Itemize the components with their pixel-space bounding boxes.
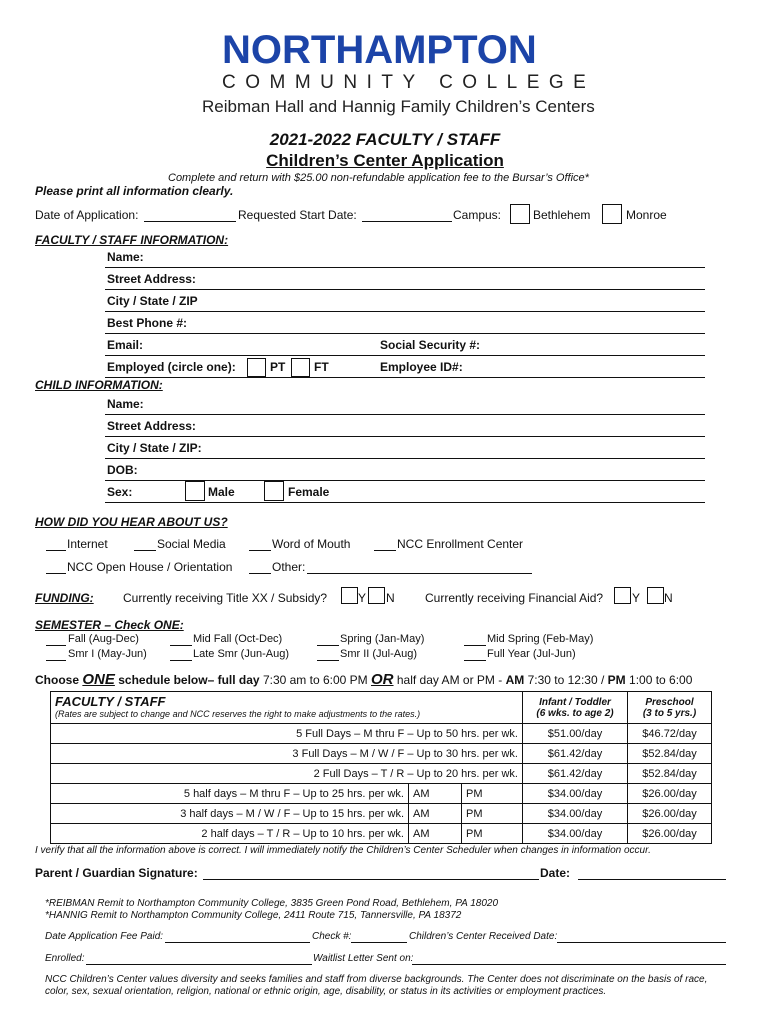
am-option[interactable]: AM [409, 784, 462, 804]
waitlist-field[interactable] [412, 964, 726, 965]
preschool-header-title: Preschool [645, 696, 694, 708]
schedule-option-label: 2 Full Days – T / R – Up to 20 hrs. per wk. [51, 764, 523, 784]
check-number-label: Check #: [312, 931, 352, 942]
infant-rate: $34.00/day [523, 824, 628, 844]
form-subtitle: Children’s Center Application [266, 151, 504, 170]
choose-word: Choose [35, 673, 80, 687]
semester-late-smr: Late Smr (Jun-Aug) [193, 648, 289, 660]
schedule-row[interactable] [51, 784, 712, 804]
schedule-row[interactable] [51, 744, 712, 764]
child-street-field[interactable] [105, 436, 705, 437]
fee-paid-label: Date Application Fee Paid: [45, 931, 164, 942]
faculty-phone-field[interactable] [105, 333, 705, 334]
semester-heading: SEMESTER – Check ONE: [35, 618, 184, 632]
child-city-label: City / State / ZIP: [107, 441, 202, 455]
schedule-option-label: 5 Full Days – M thru F – Up to 50 hrs. per wk. [51, 724, 523, 744]
hear-about-heading: HOW DID YOU HEAR ABOUT US? [35, 515, 228, 529]
mid-spring-blank[interactable] [464, 645, 486, 646]
preschool-rate: $46.72/day [628, 724, 712, 744]
choose-half-day: half day AM or PM - [396, 673, 503, 687]
semester-mid-fall: Mid Fall (Oct-Dec) [193, 633, 283, 645]
child-name-field[interactable] [105, 414, 705, 415]
college-logo-name: NORTHAMPTON [222, 28, 537, 72]
smr-ii-blank[interactable] [317, 660, 339, 661]
faculty-phone-label: Best Phone #: [107, 316, 188, 330]
faculty-email-ssn-field[interactable] [105, 355, 705, 356]
faculty-city-field[interactable] [105, 311, 705, 312]
faculty-email-label: Email: [107, 338, 144, 352]
mid-fall-blank[interactable] [170, 645, 192, 646]
title-xx-question: Currently receiving Title XX / Subsidy? [123, 591, 328, 605]
waitlist-label: Waitlist Letter Sent on: [313, 953, 414, 964]
word-of-mouth-blank[interactable] [249, 550, 271, 551]
infant-rate: $61.42/day [523, 744, 628, 764]
preschool-rate: $52.84/day [628, 744, 712, 764]
schedule-row[interactable] [51, 724, 712, 744]
signature-label: Parent / Guardian Signature: [35, 866, 198, 880]
form-title: 2021-2022 FACULTY / STAFF [269, 130, 501, 149]
employed-pt-checkbox[interactable] [247, 358, 266, 377]
verify-statement: I verify that all the information above is correct. I will immediately notify the Children’s Center Scheduler when changes in information occur. [35, 845, 651, 856]
financial-aid-no-label: N [664, 591, 673, 605]
preschool-rate: $26.00/day [628, 824, 712, 844]
hear-word-of-mouth: Word of Mouth [272, 537, 351, 551]
pm-option[interactable]: PM [462, 804, 523, 824]
choose-full-day: schedule below– full day [118, 673, 260, 687]
check-number-field[interactable] [351, 942, 407, 943]
campus-bethlehem-label: Bethlehem [533, 208, 591, 222]
infant-header-age: (6 wks. to age 2) [536, 707, 614, 719]
choose-full-hours: 7:30 am to 6:00 PM [262, 673, 368, 687]
open-house-blank[interactable] [46, 573, 66, 574]
child-sex-label: Sex: [107, 485, 133, 499]
infant-rate: $51.00/day [523, 724, 628, 744]
schedule-option-label: 2 half days – T / R – Up to 10 hrs. per wk. [51, 824, 409, 844]
semester-smr-i: Smr I (May-Jun) [68, 648, 147, 660]
signature-date-label: Date: [540, 866, 571, 880]
sex-female-label: Female [288, 485, 330, 499]
am-option[interactable]: AM [409, 804, 462, 824]
sex-male-label: Male [208, 485, 235, 499]
schedule-table [50, 691, 712, 844]
choose-one: ONE [82, 671, 115, 688]
campus-monroe-checkbox[interactable] [602, 204, 622, 224]
employee-id-field[interactable] [105, 377, 705, 378]
hear-open-house: NCC Open House / Orientation [67, 560, 233, 574]
smr-i-blank[interactable] [46, 660, 66, 661]
date-of-application-label: Date of Application: [35, 208, 139, 222]
campus-bethlehem-checkbox[interactable] [510, 204, 530, 224]
schedule-header-cell [51, 692, 523, 724]
hear-social-media: Social Media [157, 537, 226, 551]
choose-pm-hours: 1:00 to 6:00 [629, 673, 693, 687]
child-sex-row-line [105, 502, 705, 503]
centers-name: Reibman Hall and Hannig Family Children’s Centers [202, 97, 595, 116]
title-xx-yes-checkbox[interactable] [341, 587, 358, 604]
semester-fall: Fall (Aug-Dec) [68, 633, 139, 645]
choose-am-hours: 7:30 to 12:30 / [527, 673, 605, 687]
funding-label: FUNDING: [35, 591, 94, 605]
other-blank[interactable] [249, 573, 271, 574]
print-note: Please print all information clearly. [35, 184, 234, 198]
employed-pt-label: PT [270, 360, 286, 374]
faculty-street-label: Street Address: [107, 272, 196, 286]
preschool-column-header [628, 692, 712, 724]
late-smr-blank[interactable] [170, 660, 192, 661]
infant-header-title: Infant / Toddler [539, 696, 611, 708]
financial-aid-no-checkbox[interactable] [647, 587, 664, 604]
choose-or: OR [371, 671, 394, 688]
am-option[interactable]: AM [409, 824, 462, 844]
semester-smr-ii: Smr II (Jul-Aug) [340, 648, 418, 660]
semester-full-year: Full Year (Jul-Jun) [487, 648, 576, 660]
title-xx-no-checkbox[interactable] [368, 587, 385, 604]
financial-aid-question: Currently receiving Financial Aid? [425, 591, 604, 605]
choose-schedule-instruction [35, 671, 692, 688]
hear-enrollment-center: NCC Enrollment Center [397, 537, 524, 551]
requested-start-field[interactable] [362, 221, 452, 222]
date-of-application-field[interactable] [144, 221, 236, 222]
financial-aid-yes-label: Y [632, 591, 641, 605]
hear-other: Other: [272, 560, 306, 574]
child-name-label: Name: [107, 397, 144, 411]
enrollment-center-blank[interactable] [374, 550, 396, 551]
pm-option[interactable]: PM [462, 824, 523, 844]
nondiscrimination-line2: color, sex, sexual orientation, religion, national or ethnic origin, age, disability, or status in its activities or employment practices. [45, 986, 607, 997]
faculty-name-field[interactable] [105, 267, 705, 268]
infant-rate: $61.42/day [523, 764, 628, 784]
college-logo-subtitle: COMMUNITY COLLEGE [222, 72, 596, 93]
title-xx-yes-label: Y [358, 591, 367, 605]
internet-blank[interactable] [46, 550, 66, 551]
title-xx-no-label: N [386, 591, 395, 605]
faculty-ssn-label: Social Security #: [380, 338, 481, 352]
sex-female-checkbox[interactable] [264, 481, 284, 501]
choose-pm: PM [607, 673, 626, 687]
sex-male-checkbox[interactable] [185, 481, 205, 501]
pm-option[interactable]: PM [462, 784, 523, 804]
campus-label: Campus: [453, 208, 502, 222]
semester-spring: Spring (Jan-May) [340, 633, 425, 645]
fee-paid-field[interactable] [165, 942, 310, 943]
received-date-field[interactable] [557, 942, 726, 943]
other-field[interactable] [307, 573, 532, 574]
spring-blank[interactable] [317, 645, 339, 646]
preschool-rate: $26.00/day [628, 804, 712, 824]
faculty-street-field[interactable] [105, 289, 705, 290]
infant-column-header [523, 692, 628, 724]
preschool-header-age: (3 to 5 yrs.) [642, 707, 697, 719]
schedule-row[interactable] [51, 764, 712, 784]
choose-am: AM [505, 673, 525, 687]
fall-blank[interactable] [46, 645, 66, 646]
child-city-field[interactable] [105, 458, 705, 459]
schedule-option-label: 3 half days – M / W / F – Up to 15 hrs. per wk. [51, 804, 409, 824]
received-date-label: Children’s Center Received Date: [409, 931, 558, 942]
employed-ft-label: FT [314, 360, 329, 374]
infant-rate: $34.00/day [523, 804, 628, 824]
remit-hannig: *HANNIG Remit to Northampton Community College, 2411 Route 715, Tannersville, PA 18372 [45, 910, 462, 921]
nondiscrimination-line1: NCC Children’s Center values diversity and seeks families and staff from diverse backgrounds. The Center does not discriminate on the basis of race, [45, 974, 708, 985]
enrolled-field[interactable] [86, 964, 312, 965]
full-year-blank[interactable] [464, 660, 486, 661]
rates-note: (Rates are subject to change and NCC reserves the right to make adjustments to the rates.) [55, 709, 421, 719]
signature-date-field[interactable] [578, 879, 726, 880]
schedule-row[interactable] [51, 804, 712, 824]
child-street-label: Street Address: [107, 419, 196, 433]
financial-aid-yes-checkbox[interactable] [614, 587, 631, 604]
signature-field[interactable] [203, 879, 539, 880]
schedule-row[interactable] [51, 824, 712, 844]
schedule-option-label: 3 Full Days – M / W / F – Up to 30 hrs. per wk. [51, 744, 523, 764]
enrolled-label: Enrolled: [45, 953, 85, 964]
child-dob-label: DOB: [107, 463, 138, 477]
fee-note: Complete and return with $25.00 non-refundable application fee to the Bursar’s Office* [168, 172, 589, 184]
employee-id-label: Employee ID#: [380, 360, 463, 374]
preschool-rate: $26.00/day [628, 784, 712, 804]
preschool-rate: $52.84/day [628, 764, 712, 784]
infant-rate: $34.00/day [523, 784, 628, 804]
semester-mid-spring: Mid Spring (Feb-May) [487, 633, 594, 645]
faculty-name-label: Name: [107, 250, 144, 264]
social-media-blank[interactable] [134, 550, 156, 551]
schedule-header: FACULTY / STAFF [55, 694, 166, 709]
employed-ft-checkbox[interactable] [291, 358, 310, 377]
schedule-option-label: 5 half days – M thru F – Up to 25 hrs. per wk. [51, 784, 409, 804]
requested-start-label: Requested Start Date: [238, 208, 357, 222]
faculty-info-heading: FACULTY / STAFF INFORMATION: [35, 233, 229, 247]
faculty-city-label: City / State / ZIP [107, 294, 198, 308]
remit-reibman: *REIBMAN Remit to Northampton Community College, 3835 Green Pond Road, Bethlehem, PA 18020 [45, 898, 499, 909]
hear-internet: Internet [67, 537, 108, 551]
employed-label: Employed (circle one): [107, 360, 236, 374]
campus-monroe-label: Monroe [626, 208, 667, 222]
child-info-heading: CHILD INFORMATION: [35, 378, 163, 392]
